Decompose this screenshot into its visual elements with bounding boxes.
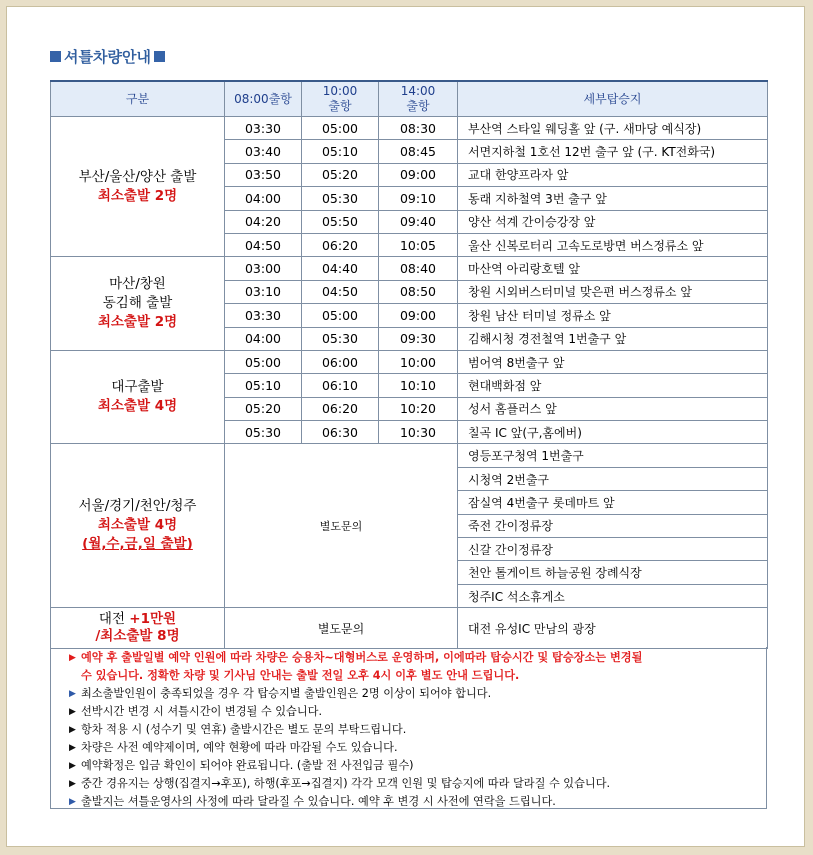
departure-time: 05:20 [225, 397, 302, 420]
departure-time: 05:10 [225, 374, 302, 397]
note-text: 출발지는 셔틀운영사의 사정에 따라 달라질 수 있습니다. 예약 후 변경 시 사전에 연락을 드립니다. [81, 795, 556, 808]
departure-time: 05:30 [302, 327, 379, 350]
departure-time: 06:20 [302, 397, 379, 420]
region-cell [51, 117, 225, 257]
boarding-location: 성서 홈플러스 앞 [458, 397, 768, 420]
note-item [69, 721, 766, 739]
boarding-location: 부산역 스타일 웨딩홀 앞 (구. 새마당 예식장) [458, 117, 768, 140]
departure-time: 04:20 [225, 210, 302, 233]
departure-time: 04:00 [225, 327, 302, 350]
departure-time: 03:30 [225, 117, 302, 140]
departure-time: 05:30 [302, 187, 379, 210]
departure-time: 09:30 [379, 327, 458, 350]
departure-time: 04:00 [225, 187, 302, 210]
departure-time: 09:40 [379, 210, 458, 233]
region-name: 동김해 출발 [102, 295, 173, 312]
region-name: 대전 [98, 611, 125, 628]
departure-time: 06:30 [302, 421, 379, 444]
note-item [69, 739, 766, 757]
departure-time: 05:10 [302, 140, 379, 163]
triangle-bullet-icon: ▶ [69, 779, 76, 789]
departure-time: 09:00 [379, 304, 458, 327]
boarding-location: 동래 지하철역 3번 출구 앞 [458, 187, 768, 210]
region-cell [51, 350, 225, 444]
departure-time: 10:10 [379, 374, 458, 397]
notes-box [50, 647, 767, 809]
inquiry-cell: 별도문의 [225, 608, 458, 649]
minimum-departure: 최소출발 2명 [97, 187, 178, 204]
region-name: 부산/울산/양산 출발 [78, 168, 197, 185]
departure-time: 08:30 [379, 117, 458, 140]
table-body [51, 117, 768, 649]
table-row [51, 444, 768, 467]
minimum-departure: 최소출발 2명 [97, 314, 178, 331]
boarding-location: 시청역 2번출구 [458, 467, 768, 490]
boarding-location: 청주IC 석소휴게소 [458, 584, 768, 607]
departure-days: (월,수,금,일 출발) [82, 536, 193, 553]
minimum-departure: 최소출발 4명 [97, 517, 178, 534]
table-row [51, 117, 768, 140]
boarding-location: 천안 톨게이트 하늘공원 장례식장 [458, 561, 768, 584]
departure-time: 06:20 [302, 233, 379, 256]
header-location: 세부탑승지 [458, 81, 768, 117]
square-bullet-icon [50, 51, 61, 62]
departure-time: 09:00 [379, 163, 458, 186]
triangle-bullet-icon: ▶ [69, 797, 76, 807]
departure-time: 05:00 [302, 304, 379, 327]
departure-time: 03:10 [225, 280, 302, 303]
departure-time: 03:50 [225, 163, 302, 186]
departure-time: 10:05 [379, 233, 458, 256]
departure-time: 10:20 [379, 397, 458, 420]
note-continuation: 수 있습니다. 정확한 차량 및 기사님 안내는 출발 전일 오후 4시 이후 별도 안내 드립니다. [81, 669, 520, 682]
departure-time: 04:50 [225, 233, 302, 256]
surcharge: +1만원 [129, 611, 177, 628]
departure-time: 10:00 [379, 350, 458, 373]
departure-time: 05:00 [302, 117, 379, 140]
note-text: 선박시간 변경 시 셔틀시간이 변경될 수 있습니다. [81, 705, 323, 718]
triangle-bullet-icon: ▶ [69, 743, 76, 753]
header-1000: 10:00 출항 [302, 81, 379, 117]
boarding-location: 김해시청 경전철역 1번출구 앞 [458, 327, 768, 350]
page-title-text: 셔틀차량안내 [64, 48, 151, 66]
header-category: 구분 [51, 81, 225, 117]
note-text: 예약 후 출발일별 예약 인원에 따라 차량은 승용차~대형버스로 운영하며, 이에따라 탑승시간 및 탑승장소는 변경될 [81, 651, 643, 664]
departure-time: 03:40 [225, 140, 302, 163]
region-cell [51, 257, 225, 351]
boarding-location: 영등포구청역 1번출구 [458, 444, 768, 467]
boarding-location: 칠곡 IC 앞(구,홈에버) [458, 421, 768, 444]
departure-time: 06:00 [302, 350, 379, 373]
boarding-location: 신갈 간이정류장 [458, 538, 768, 561]
boarding-location: 대전 유성IC 만남의 광장 [458, 608, 768, 649]
departure-time: 06:10 [302, 374, 379, 397]
shuttle-schedule-table [50, 80, 768, 649]
boarding-location: 교대 한양프라자 앞 [458, 163, 768, 186]
region-name: 마산/창원 [109, 276, 166, 293]
triangle-bullet-icon: ▶ [69, 761, 76, 771]
header-1400: 14:00 출항 [379, 81, 458, 117]
triangle-bullet-icon: ▶ [69, 689, 76, 699]
departure-time: 03:00 [225, 257, 302, 280]
triangle-bullet-icon: ▶ [69, 653, 76, 663]
region-cell [51, 444, 225, 608]
departure-time: 03:30 [225, 304, 302, 327]
page-title [47, 46, 168, 67]
boarding-location: 잠실역 4번출구 롯데마트 앞 [458, 491, 768, 514]
header-0800: 08:00출항 [225, 81, 302, 117]
note-text: 최소출발인원이 충족되었을 경우 각 탑승지별 출발인원은 2명 이상이 되어야 합니다. [81, 687, 492, 700]
region-cell [51, 608, 225, 649]
boarding-location: 범어역 8번출구 앞 [458, 350, 768, 373]
minimum-departure: 최소출발 4명 [97, 398, 178, 415]
boarding-location: 서면지하철 1호선 12번 출구 앞 (구. KT전화국) [458, 140, 768, 163]
boarding-location: 현대백화점 앞 [458, 374, 768, 397]
departure-time: 08:45 [379, 140, 458, 163]
departure-time: 05:30 [225, 421, 302, 444]
minimum-departure: /최소출발 8명 [95, 628, 180, 645]
note-item [69, 649, 766, 667]
departure-time: 05:20 [302, 163, 379, 186]
departure-time: 08:40 [379, 257, 458, 280]
boarding-location: 창원 시외버스터미널 맞은편 버스정류소 앞 [458, 280, 768, 303]
triangle-bullet-icon: ▶ [69, 725, 76, 735]
note-item [69, 757, 766, 775]
table-row [51, 608, 768, 649]
note-item [69, 685, 766, 703]
boarding-location: 양산 석계 간이승강장 앞 [458, 210, 768, 233]
note-item [69, 793, 766, 811]
boarding-location: 죽전 간이정류장 [458, 514, 768, 537]
departure-time: 05:00 [225, 350, 302, 373]
region-name: 서울/경기/천안/청주 [78, 498, 197, 515]
note-text: 차량은 사전 예약제이며, 예약 현황에 따라 마감될 수도 있습니다. [81, 741, 398, 754]
note-text: 항차 적용 시 (성수기 및 연휴) 출발시간은 별도 문의 부탁드립니다. [81, 723, 407, 736]
note-text: 중간 경유지는 상행(집결지→후포), 하행(후포→집결지) 각각 모객 인원 및 탑승지에 따라 달라질 수 있습니다. [81, 777, 611, 790]
boarding-location: 마산역 아리랑호텔 앞 [458, 257, 768, 280]
departure-time: 08:50 [379, 280, 458, 303]
table-header-row [51, 81, 768, 117]
table-row [51, 257, 768, 280]
square-bullet-icon [154, 51, 165, 62]
boarding-location: 창원 남산 터미널 정류소 앞 [458, 304, 768, 327]
departure-time: 04:50 [302, 280, 379, 303]
boarding-location: 울산 신복로터리 고속도로방면 버스정류소 앞 [458, 233, 768, 256]
region-line [51, 611, 224, 628]
table-row [51, 350, 768, 373]
note-item [69, 775, 766, 793]
note-text: 예약확정은 입금 확인이 되어야 완료됩니다. (출발 전 사전입금 필수) [81, 759, 414, 772]
region-name: 대구출발 [111, 379, 164, 396]
departure-time: 05:50 [302, 210, 379, 233]
triangle-bullet-icon: ▶ [69, 707, 76, 717]
departure-time: 04:40 [302, 257, 379, 280]
departure-time: 09:10 [379, 187, 458, 210]
inquiry-cell: 별도문의 [225, 444, 458, 608]
note-item [69, 703, 766, 721]
departure-time: 10:30 [379, 421, 458, 444]
